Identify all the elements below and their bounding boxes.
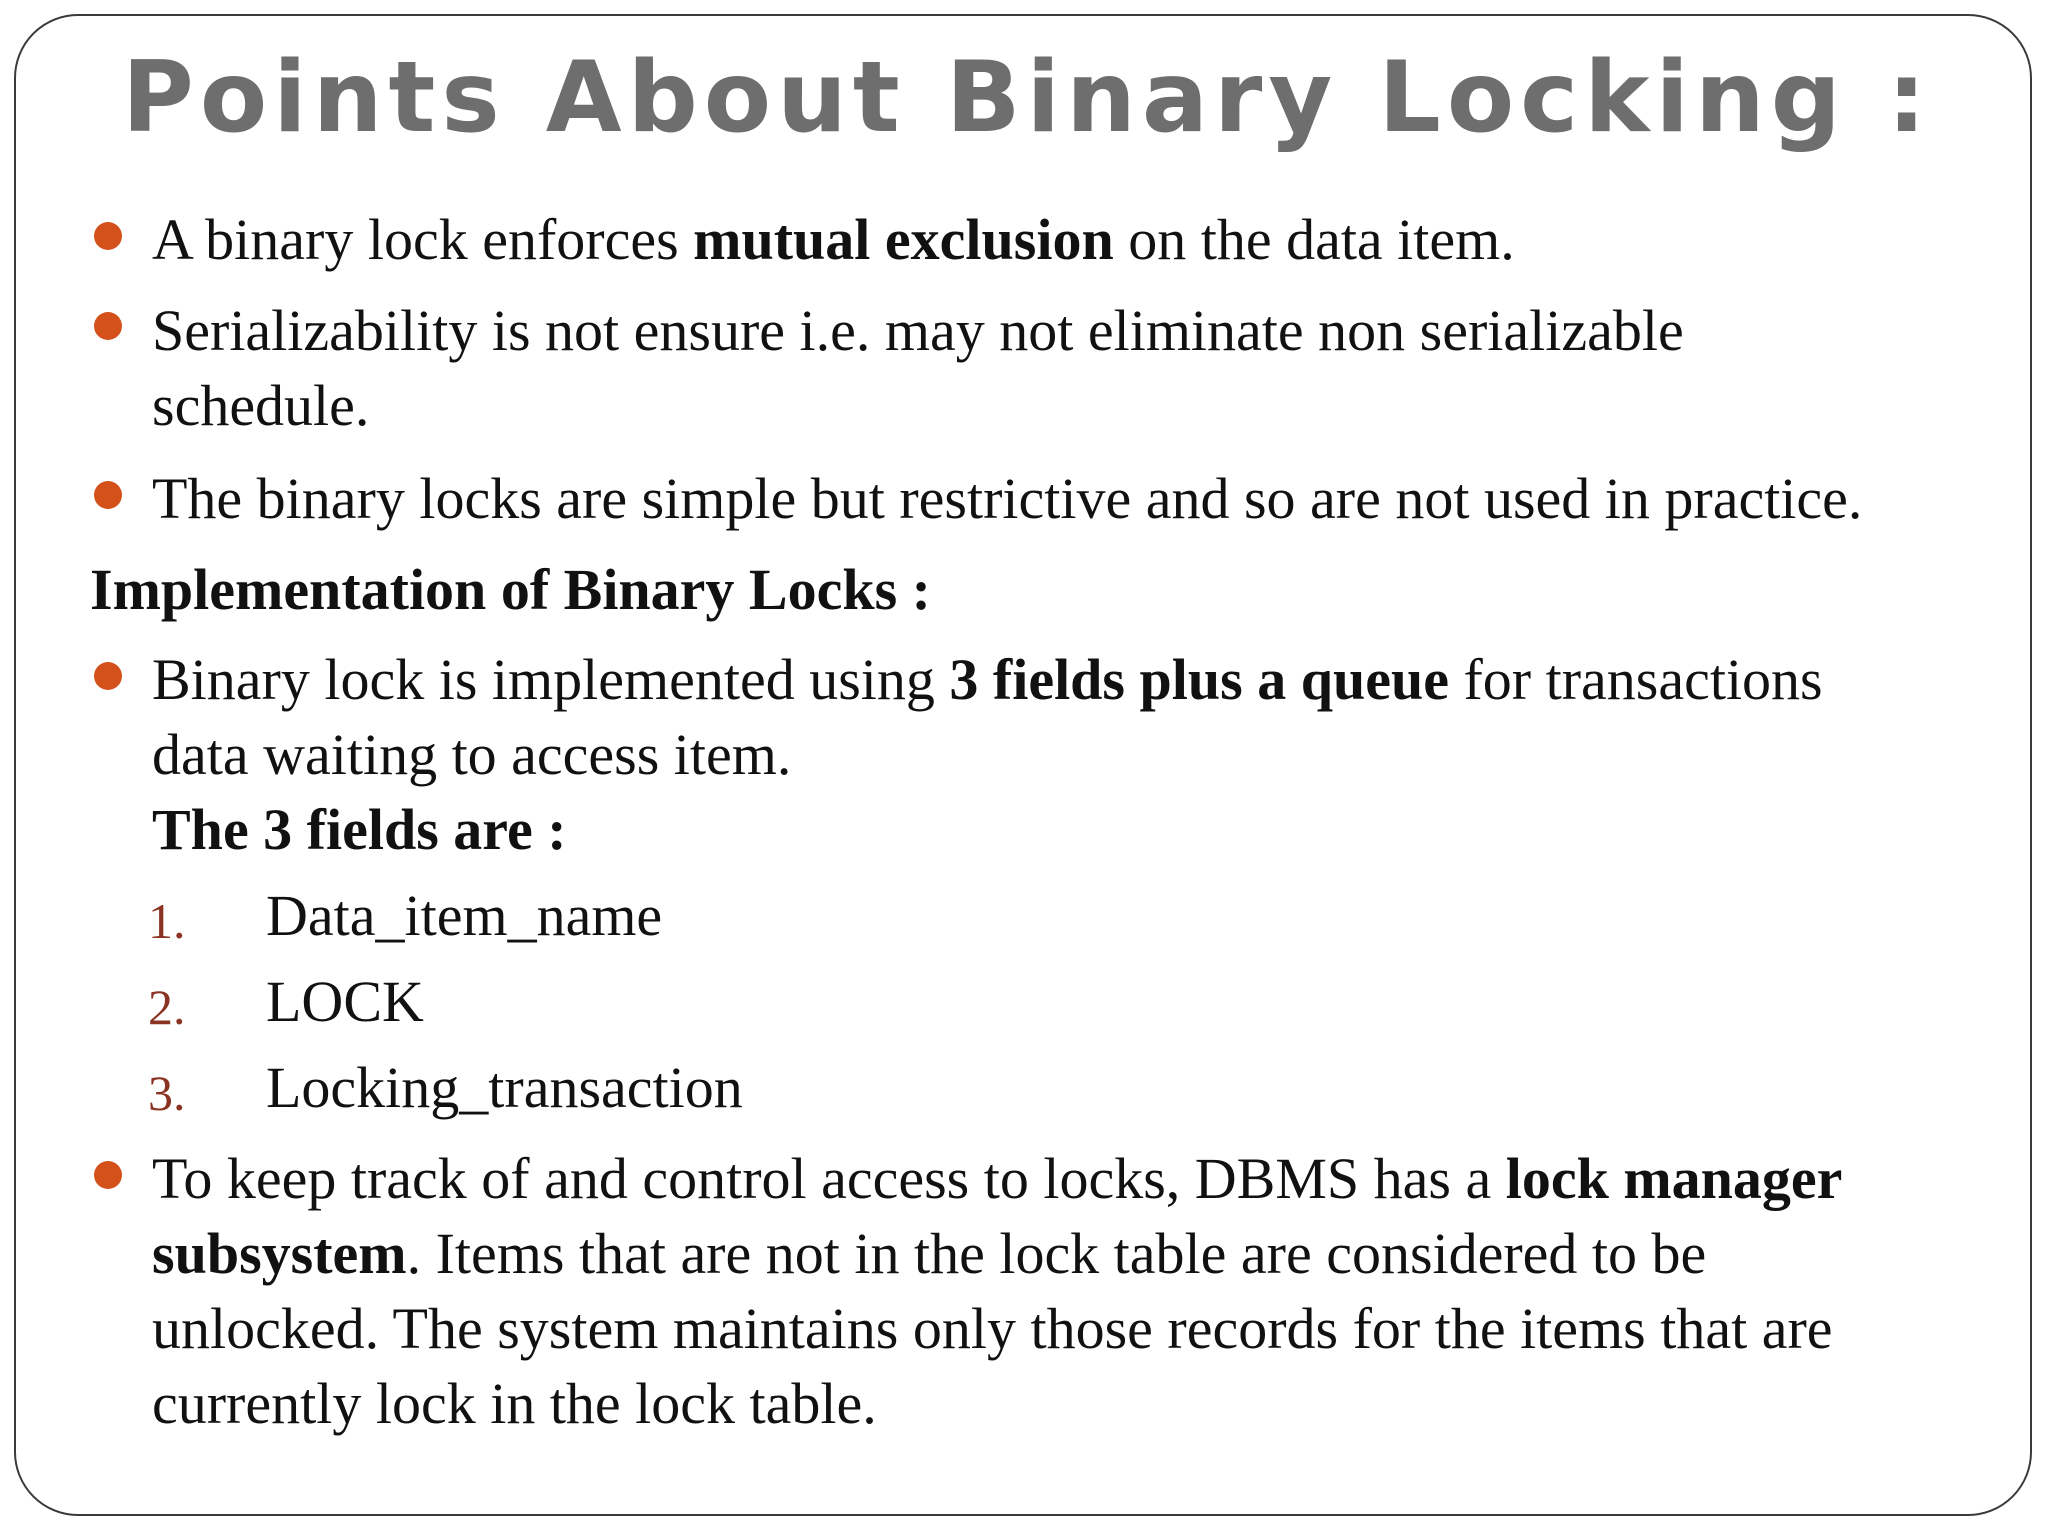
bullet-dot-icon	[94, 481, 122, 509]
section-heading-text: Implementation of Binary Locks :	[90, 557, 931, 622]
bullet-dot-icon	[94, 312, 122, 340]
field-1-label: Data_item_name	[266, 883, 663, 948]
bullet-2-line-2: schedule.	[152, 373, 370, 438]
final-bullet-pre: To keep track of and control access to locks, DBMS has a	[152, 1146, 1506, 1211]
section-heading	[90, 558, 931, 622]
bullet-3-text: The binary locks are simple but restrictive and so are not used in practice.	[152, 466, 1863, 531]
final-bullet-line-1	[152, 1147, 1842, 1211]
fields-heading-text: The 3 fields are :	[152, 797, 567, 862]
final-bullet-line-2	[152, 1222, 1706, 1286]
impl-bullet-pre: Binary lock is implemented using	[152, 647, 950, 712]
impl-bullet-bold: 3 fields plus a queue	[949, 647, 1449, 712]
bullet-1-bold: mutual exclusion	[693, 207, 1114, 272]
field-3-label: Locking_transaction	[266, 1055, 743, 1120]
final-bullet-bold-2: subsystem	[152, 1221, 407, 1286]
bullet-dot-icon	[94, 1161, 122, 1189]
bullet-1-pre: A binary lock enforces	[152, 207, 694, 272]
bullet-1-post: on the data item.	[1113, 207, 1515, 272]
field-2-label: LOCK	[266, 969, 424, 1034]
impl-bullet-line-1	[152, 648, 1823, 712]
bullet-dot-icon	[94, 222, 122, 250]
field-1-number: 1.	[148, 893, 186, 949]
slide-title: Points About Binary Locking :	[122, 41, 1933, 155]
field-3-number: 3.	[148, 1065, 186, 1121]
final-bullet-line-3: unlocked. The system maintains only those records for the items that are	[152, 1296, 1833, 1361]
bullet-2-line-1: Serializability is not ensure i.e. may not eliminate non serializable	[152, 298, 1684, 363]
final-bullet-line-4: currently lock in the lock table.	[152, 1371, 877, 1436]
fields-heading	[152, 798, 567, 862]
final-bullet-post-2: . Items that are not in the lock table are considered to be	[406, 1221, 1707, 1286]
impl-bullet-line-2: data waiting to access item.	[152, 722, 792, 787]
field-2-number: 2.	[148, 979, 186, 1035]
bullet-1-text	[152, 208, 1515, 272]
impl-bullet-post: for transactions	[1448, 647, 1823, 712]
final-bullet-bold: lock manager	[1505, 1146, 1843, 1211]
bullet-dot-icon	[94, 662, 122, 690]
